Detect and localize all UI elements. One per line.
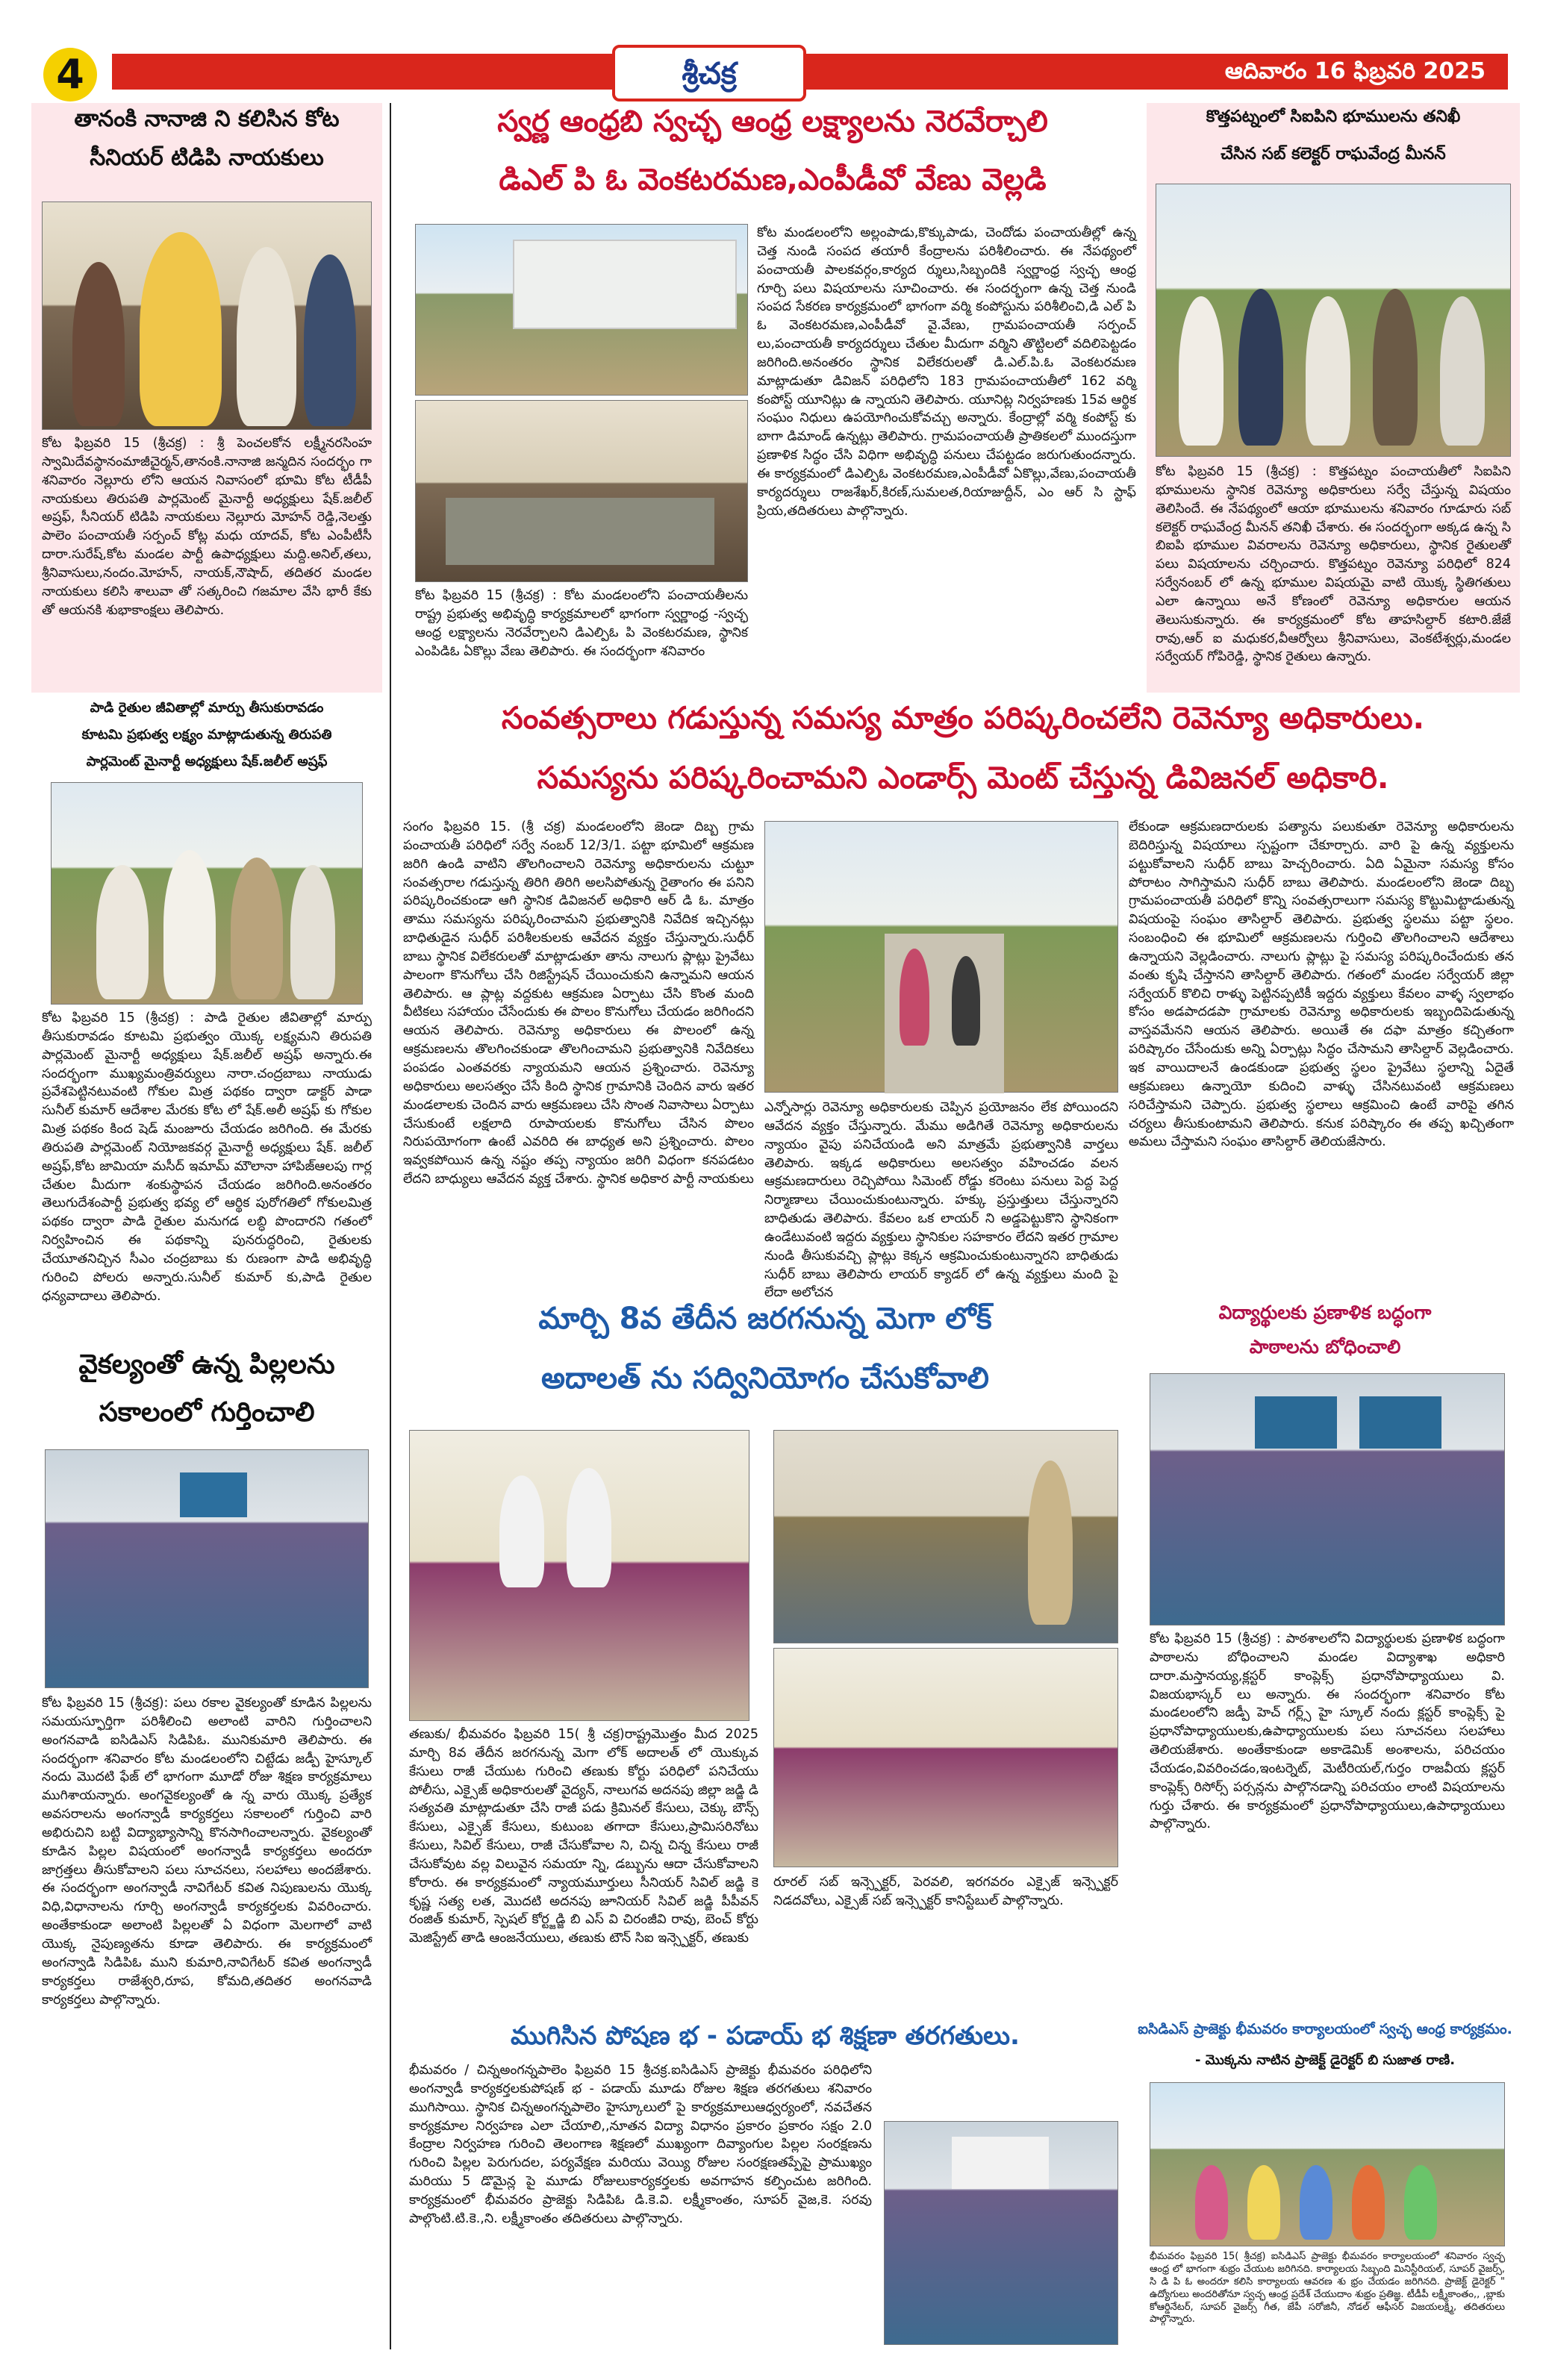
story-dairy-photo <box>51 782 363 1005</box>
story-swachh-photo-2 <box>415 400 748 582</box>
story-revenue-col3: లేకుండా ఆక్రమణదారులకు పత్యాను పలుకుతూ రెవెన్యూ అధికారులను బెదిరిస్తున్న విషయాలు స్పష్టంగా చేకూర్చారు. వారి పై ఉన్న వ్యక్తులను పట్టుకోవాలని సుధీర్ బాబు హెచ్చరించారు. ఏది ఏమైనా సమస్య కోసం పోరాటం సాగిస్తామని సుధీర్ బాబు తెలిపారు. మండలంలోని జెండా దిబ్బ గ్రామపంచాయతీ పరిధిలో కొన్ని సంవత్సరాలుగా సమస్య కొట్టుమిట్టాడుతున్న విషయంపై సంఘం తాసిల్దార్ తెలిపారు. ప్రభుత్వ స్థలము పట్టా స్థలం. సంబంధించి ఈ భూమిలో ఆక్రమణలను గుర్తించి తొలగించాలని ఆదేశాలు ఉన్నాయని వెల్లడించారు. నాలుగు ప్లాట్లు పై సమస్య పరిష్కరించేందుకు తన వంతు కృషి చేస్తానని తాసిల్దార్ తెలిపారు. గతంలో మండల సర్వేయర్ జిల్లా సర్వేయర్ కొలిచి రాళ్ళు పెట్టినప్పటికీ ఇద్దరు వ్యక్తులు కేవలం వాళ్ళ స్వలాభం కోసం అడపాదడపా గ్రామాలకు రెవెన్యూ అధికారులకు ఇబ్బందిపెడుతున్న వాస్తవమేనని ఆయన తెలిపారు. అయితే ఈ దఫా మాత్రం కచ్చితంగా పరిష్కారం చేసేందుకు అన్ని ఏర్పాట్లు సిద్ధం చేసామని తాసిల్దార్ వెల్లడించారు. ఇక వాయిదాలనే ఉండకుండా ప్రభుత్వ స్థలం ప్రైవేటు స్థలాన్ని ఏదైతే ఆక్రమణలు ఉన్నాయో కుదించి వాళ్ళు చేసినటువంటి ఆక్రమణలు సరిచేస్తామని చెప్పారు. ప్రభుత్వ స్థలాలు ఆక్రమించి ఉంటే వారిపై తగిన చర్యలు తీసుకుంటామని తెలిపారు. కనుక పరిష్కారం ఈ తప్ప ఖచ్చితంగా అమలు చేస్తామని సంఘం తాసిల్దార్ తెలియజేసారు. <box>1129 819 1514 1150</box>
story-collector-photo <box>1156 184 1511 457</box>
story-dairy-box <box>31 699 382 1340</box>
story-icds-text: భీమవరం ఫిబ్రవరి 15( శ్రీచక్ర) ఐసిడిఎస్ ప్రాజెక్టు భీమవరం కార్యాలయంలో శనివారం స్వచ్ఛ ఆంధ్ర లో భాగంగా శుభ్రం చేయుట జరిగినది. కార్యాలయ సిబ్బంది మినిస్టీరియల్, సూపర్ వైజర్స్, సి డి పి ఓ అందరూ కలిసి కార్యాలయ ఆవరణ శు భ్రం చేయడం జరిగినది. ప్రాజెక్ట్ డైరెక్టర్ " ఉద్యోగులు అందరితోనూ స్వచ్ఛ ఆంధ్ర ప్రదేశ్ చేయుదాం శుభ్రం ప్రతిజ్ఞ. టీడీపీ లక్ష్మీకాంతం,, ,బ్లాకు కోఆర్డినేటర్, సూపర్ వైజర్స్ గీత, జేపీ సరోజినీ, నోడల్ ఆఫీసర్ విజయలక్ష్మి, తదితరులు పాల్గొన్నారు. <box>1150 2251 1505 2326</box>
story-dairy-text: కోట ఫిబ్రవరి 15 (శ్రీచక్ర) : పాడి రైతుల జీవితాల్లో మార్పు తీసుకురావడం కూటమి ప్రభుత్వం యొక్క లక్ష్యమని తిరుపతి పార్లమెంట్ మైనార్టీ అధ్యక్షులు షేక్.జలీల్ అష్రఫ్ అన్నారు.ఈ సందర్భంగా ముఖ్యమంత్రివర్యులు నారా.చంద్రబాబు నాయుడు ప్రవేశపెట్టినటువంటి గోకుల మిత్ర పథకం ద్వారా డాక్టర్ పాడా సునీల్ కుమార్ ఆదేశాల మేరకు కోట లో షేక్.అలీ అష్రఫ్ కు గోకుల మిత్ర పథకం కింద షెడ్ మంజూరు చేయడం జరిగింది. ఈ మేరకు తిరుపతి పార్లమెంట్ నియోజకవర్గ మైనార్టీ అధ్యక్షులు షేక్. జలీల్ అష్రఫ్,కోట జామియా మసీద్ ఇమామ్ మౌలానా హాపిజ్ఆలపు గార్ల చేతుల మీదుగా శంకుస్థాపన చేయడం జరిగింది.అనంతరం తెలుగుదేశంపార్టీ ప్రభుత్వ భవ్య లో ఆర్థిక పురోగతిలో గోకులమిత్ర పథకం ద్వారా పాడి రైతుల మనుగడ లబ్ధి పొందారని గతంలో నిర్వహించిన ఈ పథకాన్ని పునరుద్ధరించి, రైతులకు చేయూతనిచ్చిన సీఎం చంద్రబాబు కు రుణంగా పాడి అభివృద్ధి గురించి పోలరు అన్నారు.సునీల్ కుమార్ కు,పాడి రైతుల ధన్యవాదాలు తెలిపారు. <box>42 1011 372 1304</box>
story-swachh-headline-2: డిఎల్ పి ఓ వెంకటరమణ,ఎంపీడీవో వేణు వెల్లడి <box>499 163 1047 197</box>
story-disability-box <box>31 1349 382 2349</box>
story-collector-box <box>1147 103 1520 693</box>
story-disability-headline-1: వైకల్యంతో ఉన్న పిల్లలను <box>78 1349 335 1380</box>
story-nanaji-headline-2: సీనియర్ టిడిపి నాయకులు <box>90 145 324 171</box>
story-revenue-col2: ఎన్నోసార్లు రెవెన్యూ అధికారులకు చెప్పిన ప్రయోజనం లేక పోయిందని ఆవేదన వ్యక్తం చేస్తున్నారు. మేము అడిగితే రెవెన్యూ అధికారులను న్యాయం వైపు పనిచేయండి అని మాత్రమే ప్రభుత్వానికి వార్తలు తెలిపారు. ఇక్కడ అధికారులు అలసత్వం వహించడం వలన ఆక్రమణదారులు రెచ్చిపోయి సిమెంట్ రోడ్డు కరెంటు పనులు పెద్ద పెద్ద నిర్మాణాలు చేయించుకుంటున్నారు. హక్కు ప్రస్తుత్తులు చేస్తున్నారని బాధితుడు తెలిపారు. కేవలం ఒక లాయర్ ని అడ్డపెట్టుకొని స్థానికంగా ఉండేటువంటి ఇద్దరు వ్యక్తులు స్థానికుల సహకారం లేదని ఇతర గ్రామాల నుండి తీసుకువచ్చి ప్లాట్లు కెక్కన ఆక్రమించుకుంటున్నారని బాధితుడు సుధీర్ బాబు తెలిపారు లాయర్ క్యాడర్ లో ఉన్న వ్యక్తులు మంది పై లేదా అలోచన <box>764 1100 1118 1301</box>
story-swachh-headline-1: స్వర్ణ ఆంధ్రబి స్వచ్ఛ ఆంధ్ర లక్ష్యాలను నెరవేర్చాలి <box>497 104 1048 139</box>
story-poshan-photo <box>884 2121 1118 2345</box>
story-nanaji-headline-1: తానంకి నానాజి ని కలిసిన కోట <box>74 106 340 132</box>
column-divider <box>390 103 391 2349</box>
story-adalat-caption: రూరల్ సబ్ ఇన్స్పెక్టర్, పెరవలి, ఇరగవరం ఎక్సైజ్ ఇన్స్పెక్టర్ నిడదవోలు, ఎక్సైజ్ సబ్ ఇన్స్పెక్టర్ కానిస్టేబుల్ పాల్గొన్నారు. <box>773 1875 1118 1908</box>
story-revenue-photo <box>764 821 1118 1093</box>
story-poshan-headline: ముగిసిన పోషణ భ - పడాయ్ భ శిక్షణా తరగతులు. <box>511 2021 1020 2051</box>
story-poshan-body: భీమవరం / చిన్నఅంగన్నపాలెం ఫిబ్రవరి 15 శ్రీచక్ర.ఐసిడిఎస్ ప్రాజెక్టు భీమవరం పరిధిలోని అంగన్వాడీ కార్యకర్తలకుపోషణ్ భ - పడాయ్ మూడు రోజుల శిక్షణ తరగతులు శనివారం ముగిసాయి. స్థానిక చిన్నఅంగన్నపాలెం హైస్కూలులో పై కార్యక్రమాలుఆధ్వర్యంలో, నవచేతన కార్యక్రమాల నిర్వహణ ఎలా చేయాలి,,నూతన విద్యా విధానం ప్రకారం ప్రకారం సక్షం 2.0 కేంద్రాల నిర్వహణ గురించి తెలంగాణ శిక్షణలో ముఖ్యంగా దివ్యాంగుల పిల్లల సంరక్షణను గురించి పిల్లల పెరుగుదల, పర్యవేక్షణ మరియు వెయ్యి రోజుల సంరక్షణతప్పేపై ప్రాముఖ్యం మరియు 5 డొమైన్ల పై మూడు రోజులుకార్యకర్తలకు అవగాహన కల్పించుట జరిగింది. కార్యక్రమంలో భీమవరం ప్రాజెక్టు సిడిపిఓ డి.కె.వి. లక్ష్మీకాంతం, సూపర్ వైజ,కె. సరవు పాల్గొంటి.టి.కె.,ని. లక్ష్మీకాంతం తదితరులు పాల్గొన్నారు. <box>409 2063 872 2226</box>
story-adalat-photo-1 <box>409 1430 749 1721</box>
newspaper-logo: శ్రీచక్ర <box>612 45 806 101</box>
story-revenue-col1: సంగం ఫిబ్రవరి 15. (శ్రీ చక్ర) మండలంలోని జెండా దిబ్బ గ్రామ పంచాయతీ పరిధిలో సర్వే నంబర్ 12/3/1. పట్టా భూమిలో ఆక్రమణ జరిగి ఉండి వాటిని తొలగించాలని రెవెన్యూ అధికారులను చుట్టూ సంవత్సరాల గడుస్తున్న తిరిగి తిరిగి అలసిపోతున్న రైతాంగం ఈ పనిని పరిష్కరించకుండా ఆగి స్థానిక డివిజనల్ అధికారి ఆర్ డి ఓ. మాత్రం తాము సమస్యను పరిష్కరించామని ప్రభుత్వానికి నివేదిక ఇచ్చినట్లు బాధితుడైన సుధీర్ పరిశీలకులకు ఆవేదన వ్యక్తం చేస్తున్నారు.సుధీర్ బాబు స్థానిక విలేకరులతో మాట్లాడుతూ తాను నాలుగు ప్లాట్లు ప్రైవేటు పాలంగా కొనుగోలు చేసి రిజిస్ట్రేషన్ చేయించుకుని ఉన్నామని ఆయన తెలిపారు. ఆ ప్లాట్ల వద్దకుట ఆక్రమణ ఏర్పాటు చేసి కొంత మంది వీటికలు సహాయం చేసేందుకు ఈ పొలం కొనుగోలు చేయడం జరిగిందని ఆయన తెలిపారు. రెవెన్యూ అధికారులు ఈ పొలంలో ఉన్న ఆక్రమణలను తొలగించకుండా తొలగించామని ప్రభుత్వానికి నివేదికలు పంపడం ఎంతవరకు న్యాయమని ఆయన ప్రశ్నించారు. రెవెన్యూ అధికారులు అలసత్వం చేసే కింది స్థానిక గ్రామానికి చెందిన వారు ఇతర మండలాలకు చెందిన వారు ఆక్రమణలు చేసి సొంత నివాసాలు ఏర్పాటు చేసుకుంటే లక్షలాది రూపాయలకు కొనుగోలు చేసిన పొలం నిరుపయోగంగా ఉంటే ఎవరిది ఈ బాధ్యత అని ప్రశ్నించారు. పొలం ఇవ్వకపోయిన ఉన్న నష్టం తప్ప న్యాయం జరిగి విధంగా కనపడటం లేదని బాధ్యులు ఆవేదన వ్యక్త చేశారు. స్థానిక అధికార పార్టీ నాయకులు <box>403 819 754 1187</box>
story-adalat-photo-2 <box>773 1430 1118 1643</box>
story-disability-headline-2: సకాలంలో గుర్తించాలి <box>99 1397 315 1428</box>
story-adalat-headline-1: మార్చి 8వ తేదీన జరగనున్న మెగా లోక్ <box>538 1302 992 1336</box>
story-adalat-headline-2: అదాలత్ ను సద్వినియోగం చేసుకోవాలి <box>541 1361 989 1396</box>
story-swachh-body: కోట మండలంలోని అల్లంపాడు,కొక్కుపాడు, చెందోడు పంచాయతీల్లో ఉన్న చెత్త నుండి సంపద తయారీ కేంద్రాలను పరిశీలించారు. ఈ నేపథ్యంలో పంచాయతీ పాలకవర్గం,కార్యద ర్శులు,సిబ్బందికి స్వర్ణాంధ్ర స్వచ్ఛ ఆంధ్ర గూర్చి పలు విషయాలను సూచించారు. ఈ సందర్భంగా ఉన్న చెత్త నుండి సంపద సేకరణ కార్యక్రమంలో భాగంగా వర్మి కంపోస్టును పరిశీలించి,డి ఎల్ పి ఓ వెంకటరమణ,ఎంపీడీవో వై.వేణు, గ్రామపంచాయతీ సర్పంచ్ లు,పంచాయతీ కార్యదర్శులు చేతుల మీదుగా వర్మిని తొట్టిలలో వదిలిపెట్టడం జరిగింది.అనంతరం స్థానిక విలేకరులతో డి.ఎల్.పి.ఓ వెంకటరమణ మాట్లాడుతూ డివిజన్ పరిధిలోని 183 గ్రామపంచాయతీలో 162 వర్మి కంపోస్ట్ యూనిట్లు ఉ న్నాయని తెలిపారు. యూనిట్ల నిర్వహణకు 15వ ఆర్థిక సంఘం నిధులు ఉపయోగించుకోవచ్చు అన్నారు. కేంద్రాల్లో వర్మి కంపోస్ట్ కు బాగా డిమాండ్ ఉన్నట్లు తెలిపారు. గ్రామపంచాయతీ ప్రాతికలలో ముందస్తుగా ప్రణాళిక సిద్ధం చేసి విధిగా అభివృద్ధి పనులు చేపట్టడం జరుగుతుందన్నారు. ఈ కార్యక్రమంలో డిఎల్పిఓ వెంకటరమణ,ఎంపీడీవో ఏకొల్లు,వేణు,పంచాయతీ కార్యదర్శులు రాజశేఖర్,కిరణ్,సుమలత,రియాజుద్దీన్, ఎం ఆర్ సి స్టాఫ్ ప్రియ,తదితరులు పాల్గొన్నారు. <box>757 225 1136 519</box>
page-number: 4 <box>43 48 97 101</box>
story-disability-text: కోట ఫిబ్రవరి 15 (శ్రీచక్ర): పలు రకాల వైకల్యంతో కూడిన పిల్లలను సమయస్ఫూర్తిగా పరిశీలించి అలాంటి వారిని గుర్తించాలని అంగనవాడి ఐసిడిఎస్ సిడిపిఓ. మునికుమారి తెలిపారు. ఈ సందర్భంగా శనివారం కోట మండలంలోని చిట్టేడు జడ్పీ హైస్కూల్ నందు మొదటి ఫేజ్ లో భాగంగా మూడో రోజు శిక్షణ కార్యక్రమాలు ముగిశాయన్నారు. అంగవైకల్యంతో ఉ న్న వారు యొక్క ప్రత్యేక అవసరాలను అంగన్వాడీ కార్యకర్తలు సకాలంలో గుర్తించి వారి అభిరుచిని బట్టి విద్యాభ్యాసాన్ని కొనసాగించాలన్నారు. వైకల్యంతో కూడిన పిల్లల విషయంలో అంగన్వాడీ కార్యకర్తలు అందరూ జాగ్రత్తలు తీసుకోవాలని పలు సూచనలు, సలహాలు అందజేశారు. ఈ సందర్భంగా అంగన్వాడీ నావిగేటర్ కవిత నిపుణులను యొక్క విధి,విధానాలను గూర్చి అంగన్వాడీ కార్యకర్తలకు వివరించారు. అంతేకాకుండా అలాంటి పిల్లలతో ఏ విధంగా మెలగాలో వాటి యొక్క నైపుణ్యతను కూడా తెలిపారు. ఈ కార్యక్రమంలో అంగన్వాడి సిడిపిఓ ముని కుమారి,నావిగేటర్ కవిత అంగన్వాడీ కార్యకర్తలు రాజేశ్వరి,రూప, కోమది,తదితర అంగనవాడి కార్యకర్తలు పాల్గొన్నారు. <box>42 1696 372 2008</box>
story-collector-headline-2: చేసిన సబ్ కలెక్టర్ రాఘవేంద్ర మీనన్ <box>1221 145 1446 163</box>
story-icds-headline: ఐసిడిఎస్ ప్రాజెక్టు భీమవరం కార్యాలయంలో స్వచ్ఛ ఆంధ్ర కార్యక్రమం. <box>1138 2021 1512 2037</box>
story-teaching-headline-1: విద్యార్థులకు ప్రణాళిక బద్ధంగా <box>1218 1302 1432 1323</box>
story-swachh-photo-1 <box>415 224 748 396</box>
story-dairy-headline-1: పాడి రైతుల జీవితాల్లో మార్పు తీసుకురావడం <box>90 700 324 716</box>
story-icds-photo <box>1150 2082 1505 2246</box>
story-collector-headline-1: కొత్తపట్నంలో సిఐపిని భూములను తనిఖీ <box>1206 107 1461 126</box>
story-teaching-text: కోట ఫిబ్రవరి 15 (శ్రీచక్ర) : పాఠశాలలోని విద్యార్థులకు ప్రణాళిక బద్ధంగా పాఠాలను బోధించాలని మండల విద్యాశాఖ అధికారి దారా.మస్తానయ్య,క్లస్టర్ కాంప్లెక్స్ ప్రధానోపాధ్యాయులు వి. విజయభాస్కర్ లు అన్నారు. ఈ సందర్భంగా శనివారం కోట మండలంలోని జడ్పీ హెచ్ గర్ల్స్ హై స్కూల్ నందు క్లస్టర్ కాంప్లెక్స్ పై ప్రధానోపాధ్యాయులకు,ఉపాధ్యాయులకు పలు సూచనలు సలహాలు తెలియజేశారు. అంతేకాకుండా అకాడెమిక్ అంశాలను, పరిచయం చేయడం,వివరించడం,ఇంటర్నెట్, మెటీరియల్,గుర్తం రాజవీయ క్లస్టర్ కాంప్లెక్స్ రిసోర్స్ పర్సన్లను పాల్గొనడాన్ని పరిచయం లాంటి విషయాలను గుర్తు చేశారు. ఈ కార్యక్రమంలో ప్రధానోపాధ్యాయులు,ఉపాధ్యాయులు పాల్గొన్నారు. <box>1150 1631 1505 1832</box>
issue-date: ఆదివారం 16 ఫిబ్రవరి 2025 <box>1224 58 1486 84</box>
story-revenue-headline-1: సంవత్సరాలు గడుస్తున్న సమస్య మాత్రం పరిష్కరించలేని రెవెన్యూ అధికారులు. <box>501 700 1425 736</box>
story-adalat-body: తణుకు/ భీమవరం ఫిబ్రవరి 15( శ్రీ చక్ర)రాష్ట్రమొత్తం మీద 2025 మార్చి 8వ తేదీన జరగనున్న మెగా లోక్ అదాలత్ లో యొక్కువ కేసులు రాజీ చేయుట గురించి తణుకు కోర్టు పరిధిలో పనిచేయు పోలీసు, ఎక్సైజ్ అధికారులతో వైద్యన్, నాలుగవ అదనపు జిల్లా జడ్జి డి సత్యవతి మాట్లాడుతూ చేసి రాజీ పడు క్రిమినల్ కేసులు, చెక్కు బౌన్స్ కేసులు, ఎక్సైజ్ కేసులు, కుటుంబ తగాదా కేసులు,ప్రామిసరినోటు కేసులు, సివిల్ కేసులు, రాజీ చేసుకోవాల ని, చిన్న చిన్న కేసులు రాజీ చేసుకోవుట వల్ల విలువైన సమయా న్ని, డబ్బును ఆదా చేసుకోవాలని కోరారు. ఈ కార్యక్రమంలో న్యాయమూర్తులు సీనియర్ సివిల్ జడ్జి కె కృష్ణ సత్య లత, మొదటి అదనపు జూనియర్ సివిల్ జడ్జి పీపీవన్ రంజిత్ కుమార్, స్పెషల్ కోర్ట్జడ్జి బి ఎస్ వి చిరంజీవి రావు, బెంచ్ కోర్టు మెజిస్ట్రేట్ తాడి ఆంజనేయులు, తణుకు టౌన్ సిఐ ఇన్స్పెక్టర్, తణుకు <box>409 1727 758 1946</box>
story-teaching-photo <box>1150 1373 1505 1625</box>
story-disability-photo <box>45 1449 369 1688</box>
story-teaching-headline-2: పాఠాలను బోధించాలి <box>1249 1336 1401 1358</box>
story-swachh-caption: కోట ఫిబ్రవరి 15 (శ్రీచక్ర) : కోట మండలంలోని పంచాయతీలను రాష్ట్ర ప్రభుత్వ అభివృద్ధి కార్యక్రమాలలో భాగంగా స్వర్ణాంధ్ర -స్వచ్ఛ ఆంధ్ర లక్ష్యాలను నెరవేర్చాలని డిఎల్పిఓ పి వెంకటరమణ, స్థానిక ఎంపిడిఓ ఏకొల్లు వేణు తెలిపారు. ఈ సందర్భంగా శనివారం <box>415 588 748 659</box>
story-nanaji-box <box>31 103 382 693</box>
story-dairy-headline-2: కూటమి ప్రభుత్వ లక్ష్యం మాట్లాడుతున్న తిరుపతి <box>81 727 332 743</box>
story-icds-subhead: - మొక్కను నాటిన ప్రాజెక్ట్ డైరెక్టర్ బి సుజాత రాణి. <box>1194 2052 1456 2068</box>
story-nanaji-photo <box>42 202 372 430</box>
story-revenue-headline-2: సమస్యను పరిష్కరించామని ఎండార్స్ మెంట్ చేస్తున్న డివిజనల్ అధికారి. <box>537 760 1389 796</box>
story-collector-text: కోట ఫిబ్రవరి 15 (శ్రీచక్ర) : కొత్తపట్నం పంచాయతీలో సిఐపిని భూములను స్థానిక రెవెన్యూ అధికారులు సర్వే చేస్తున్న విషయం తెలిసిందే. ఈ నేపథ్యంలో ఆయా భూములను శనివారం గూడూరు సబ్ కలెక్టర్ రాఘవేంద్ర మీనన్ తనిఖీ చేశారు. ఈ సందర్భంగా అక్కడ ఉన్న సి బిఐపి భూముల వివరాలను రెవెన్యూ అధికారులు, స్థానిక రైతులతో పలు విషయాలను చర్చించారు. కొత్తపట్నం రెవెన్యూ పరిధిలో 824 సర్వేనంబర్ లో ఉన్న భూముల విషయమై వాటి యొక్క స్థితిగతులు ఎలా ఉన్నాయి అనే కోణంలో రెవెన్యూ అధికారుల ఆయన తెలుసుకున్నారు. ఈ కార్యక్రమంలో కోట తాహసిల్దార్ కటారి.జేజే రావు,ఆర్ ఐ మధుకర,వీఆర్వోలు శ్రీనివాసులు, వెంకటేశ్వర్లు,మండల సర్వేయర్ గోపిరెడ్డి, స్థానిక రైతులు ఉన్నారు. <box>1156 464 1511 665</box>
story-adalat-photo-3 <box>773 1648 1118 1867</box>
story-dairy-headline-3: పార్లమెంట్ మైనార్టీ అధ్యక్షులు షేక్.జలీల్ అష్రఫ్ <box>86 754 328 769</box>
story-nanaji-text: కోట ఫిబ్రవరి 15 (శ్రీచక్ర) : శ్రీ పెంచలకోన లక్ష్మీనరసింహ స్వామిదేవస్థానంమాజీచైర్మన్,తానంకి.నానాజి జన్మదిన సందర్భం గా శనివారం నెల్లూరు లోని ఆయన నివాసంలో భూమి కోట టీడీపీ నాయకులు తిరుపతి పార్లమెంట్ మైనార్టీ అధ్యక్షులు షేక్.జలీల్ అష్రఫ్, సీనియర్ టిడిపి నాయకులు నెల్లూరు మోహన్ రెడ్డి,నెలత్తు పాలెం పంచాయతీ సర్పంచ్ కోట్ల మధు యాదవ్, కోట ఎంపీటీసీ దారా.సురేష్,కోట మండల పార్టీ ఉపాధ్యక్షులు మద్ది.అనిల్,తలు, శ్రీనివాసులు,నందం.మోహన్, నాయక్,నౌషాద్, తదితర మండల నాయకులు కలిసి శాలువా తో సత్కరించి గజమాల వేసి భారీ కేకు తో ఆయనకి శుభాకాంక్షలు తెలిపారు. <box>42 436 372 618</box>
